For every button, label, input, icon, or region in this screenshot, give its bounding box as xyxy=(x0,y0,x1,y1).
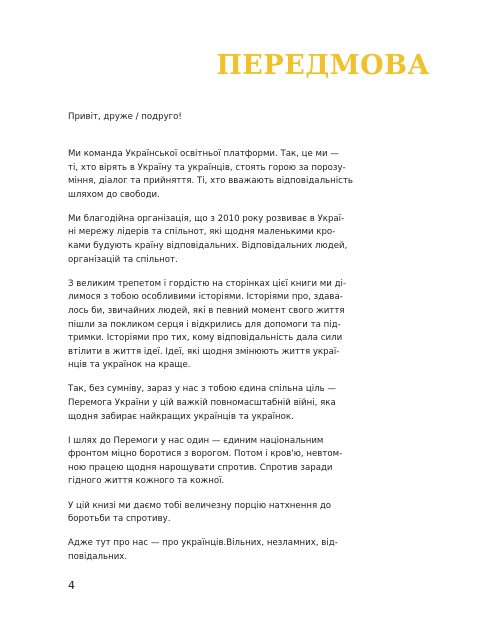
paragraph-6: У цій книзі ми даємо тобі величезну порцію натхнення до боротьби та спротиву. xyxy=(68,500,332,525)
page-number: 4 xyxy=(68,579,75,592)
preface-body xyxy=(68,148,390,575)
paragraph-5: І шлях до Перемоги у нас один — єдиним національним фронтом міцно боротися з ворогом. Потом і кров'ю, невтом- ною працею щодня нарощувати спротив. Спротив заради гідного життя кожного та кожної. xyxy=(68,435,343,487)
paragraph-3: З великим трепетом і гордістю на сторінках цієї книги ми ді- лимося з тобою особливими історіями. Історіями про, здава- лось би, звичайних людей, які в певний момент свого життя пішли за покликом серця і відкрились для допомоги та під- тримки. Історіями про тих, кому відповідальність дала сили втілити в життя ідеї. Ідеї, які щодня змінюють життя украї- нців та українок на краще. xyxy=(68,278,347,371)
paragraph-7: Адже тут про нас — про українців.Вільних, незламних, від- повідальних. xyxy=(68,538,338,562)
page-title: ПЕРЕДМОВА xyxy=(216,50,430,81)
paragraph-4: Так, без сумніву, зараз у нас з тобою єдина спільна ціль — Перемога України у цій важкій повномасштабній війні, яка щодня забирає найкращих українців та українок. xyxy=(68,384,336,422)
greeting-line: Привіт, друже / подруго! xyxy=(68,112,182,122)
paragraph-2: Ми благодійна організація, що з 2010 року розвиває в Украї- ні мережу лідерів та спільнот, які щодня маленькими кро- ками будують країну відповідальних. Відповідальних людей, організацій та спільнот. xyxy=(68,213,348,265)
paragraph-1: Ми команда Української освітньої платформи. Так, це ми — ті, хто вірять в Україну та українців, стоять горою за порозу- міння, діалог та прийняття. Ті, хто вважають відповідальність шляхом до свободи. xyxy=(68,149,353,200)
